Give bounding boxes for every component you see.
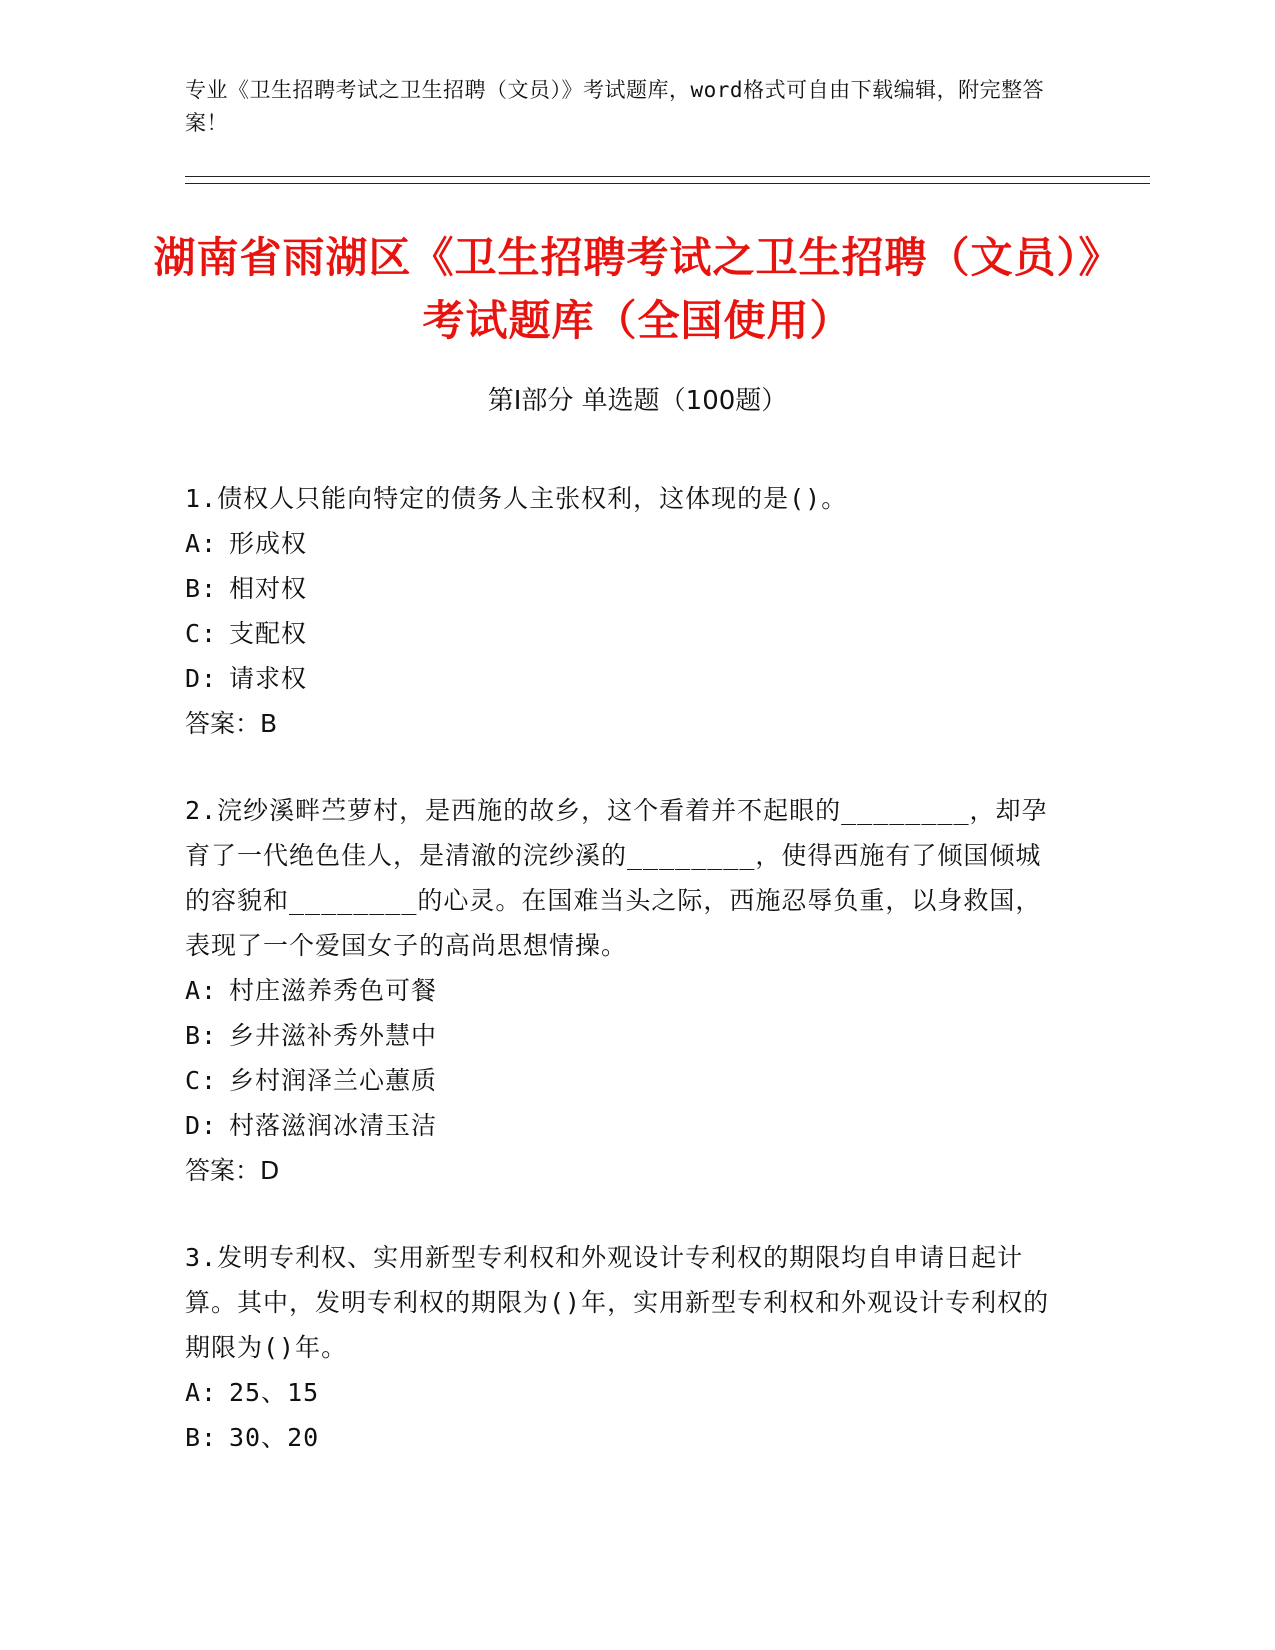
header-divider-top bbox=[185, 176, 1150, 177]
option-text: 乡村润泽兰心蕙质 bbox=[229, 1066, 438, 1095]
option-a bbox=[185, 521, 1065, 566]
option-letter: B: bbox=[185, 574, 218, 603]
option-text: 请求权 bbox=[229, 664, 308, 693]
option-letter: C: bbox=[185, 1066, 218, 1095]
option-letter: B: bbox=[185, 1423, 218, 1452]
option-letter: A: bbox=[185, 976, 218, 1005]
question-3 bbox=[185, 1235, 1065, 1460]
answer-line: 答案：D bbox=[185, 1156, 280, 1185]
question-2 bbox=[185, 788, 1065, 1193]
option-b bbox=[185, 1013, 1065, 1058]
question-stem: 3.发明专利权、实用新型专利权和外观设计专利权的期限均自申请日起计算。其中，发明专利权的期限为()年，实用新型专利权和外观设计专利权的期限为()年。 bbox=[185, 1243, 1050, 1362]
option-text: 村庄滋养秀色可餐 bbox=[229, 976, 438, 1005]
option-text: 形成权 bbox=[229, 529, 308, 558]
question-1 bbox=[185, 476, 1065, 746]
document-title: 湖南省雨湖区《卫生招聘考试之卫生招聘（文员）》考试题库（全国使用） bbox=[153, 233, 1122, 345]
option-letter: C: bbox=[185, 619, 218, 648]
option-c bbox=[185, 611, 1065, 656]
question-stem: 1.债权人只能向特定的债务人主张权利，这体现的是()。 bbox=[185, 484, 848, 513]
option-d bbox=[185, 656, 1065, 701]
option-text: 支配权 bbox=[229, 619, 308, 648]
option-letter: D: bbox=[185, 664, 218, 693]
question-list bbox=[185, 476, 1065, 1502]
option-c bbox=[185, 1058, 1065, 1103]
header-divider-bottom bbox=[185, 183, 1150, 184]
option-a bbox=[185, 968, 1065, 1013]
question-stem: 2.浣纱溪畔苎萝村，是西施的故乡，这个看着并不起眼的________，却孕育了一代绝色佳人，是清澈的浣纱溪的________，使得西施有了倾国倾城的容貌和________的心灵。在国难当头之际，西施忍辱负重，以身救国，表现了一个爱国女子的高尚思想情操。 bbox=[185, 796, 1048, 960]
option-text: 村落滋润冰清玉洁 bbox=[229, 1111, 438, 1140]
answer-line: 答案：B bbox=[185, 709, 278, 738]
header-note: 专业《卫生招聘考试之卫生招聘（文员）》考试题库，word格式可自由下载编辑，附完整答案！ bbox=[185, 78, 1045, 135]
option-b bbox=[185, 1415, 1065, 1460]
option-text: 30、20 bbox=[229, 1423, 320, 1452]
option-b bbox=[185, 566, 1065, 611]
section-heading: 第Ⅰ部分 单选题（100题） bbox=[487, 386, 788, 416]
option-text: 25、15 bbox=[229, 1378, 320, 1407]
option-letter: A: bbox=[185, 529, 218, 558]
option-letter: B: bbox=[185, 1021, 218, 1050]
option-a bbox=[185, 1370, 1065, 1415]
option-text: 乡井滋补秀外慧中 bbox=[229, 1021, 438, 1050]
option-d bbox=[185, 1103, 1065, 1148]
option-letter: A: bbox=[185, 1378, 218, 1407]
option-text: 相对权 bbox=[229, 574, 308, 603]
option-letter: D: bbox=[185, 1111, 218, 1140]
